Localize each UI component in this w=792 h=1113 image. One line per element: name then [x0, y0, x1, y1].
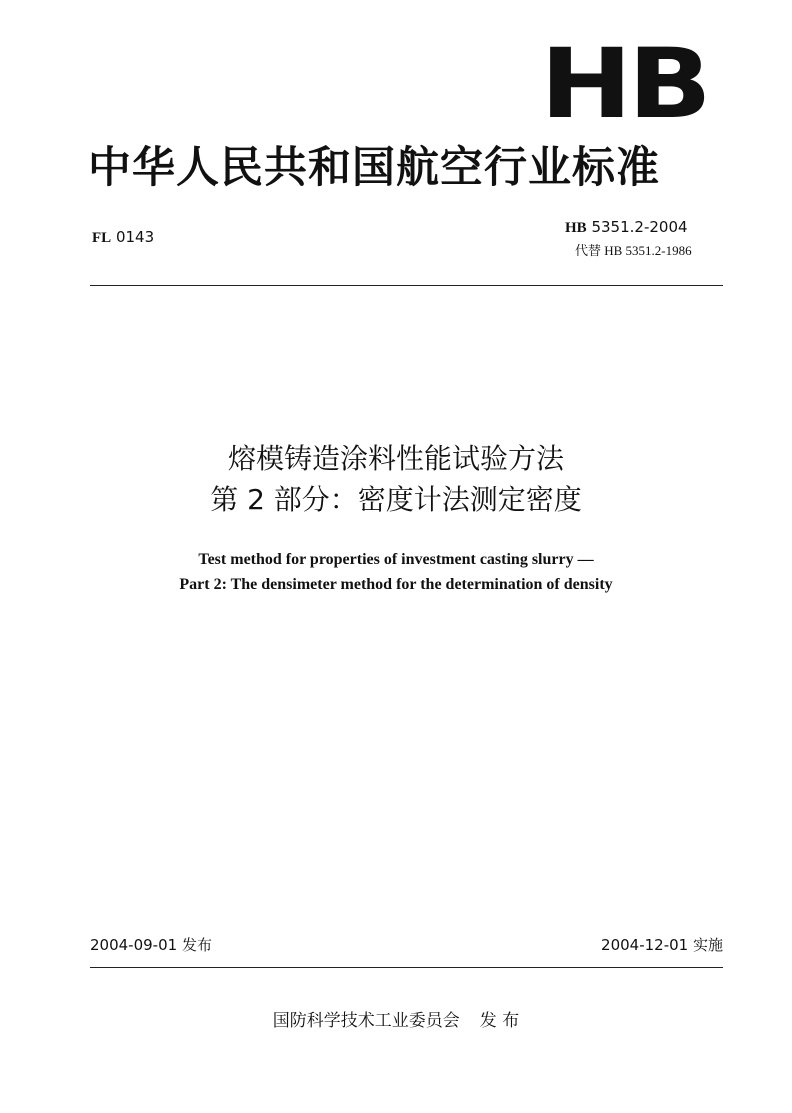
- chinese-title-line1: 熔模铸造涂料性能试验方法: [227, 442, 564, 475]
- top-divider: [90, 285, 723, 286]
- publisher-name: 国防科学技术工业委员会: [272, 1011, 460, 1031]
- standard-number-value: 5351.2-2004: [591, 218, 688, 236]
- implementation-date: 2004-12-01 实施: [601, 936, 723, 954]
- hb-logo: HB: [540, 28, 708, 140]
- replaces-standard: 代替 HB 5351.2-1986: [575, 243, 692, 258]
- classification-number: 0143: [115, 228, 155, 246]
- bottom-divider: [90, 967, 723, 968]
- issue-date: 2004-09-01 发布: [90, 936, 212, 954]
- chinese-title-line2: 第 2 部分：密度计法测定密度: [210, 483, 582, 516]
- standard-number: [565, 218, 688, 237]
- english-title-line1: Test method for properties of investment casting slurry —: [198, 551, 594, 568]
- classification-label: FL: [92, 230, 112, 246]
- publish-label: 发 布: [479, 1011, 520, 1031]
- english-title-line2: Part 2: The densimeter method for the determination of density: [179, 576, 613, 593]
- classification-code: [92, 228, 154, 247]
- publisher-line: [0, 1006, 792, 1031]
- standard-category-title: 中华人民共和国航空行业标准: [88, 143, 660, 193]
- standard-label: HB: [565, 220, 587, 236]
